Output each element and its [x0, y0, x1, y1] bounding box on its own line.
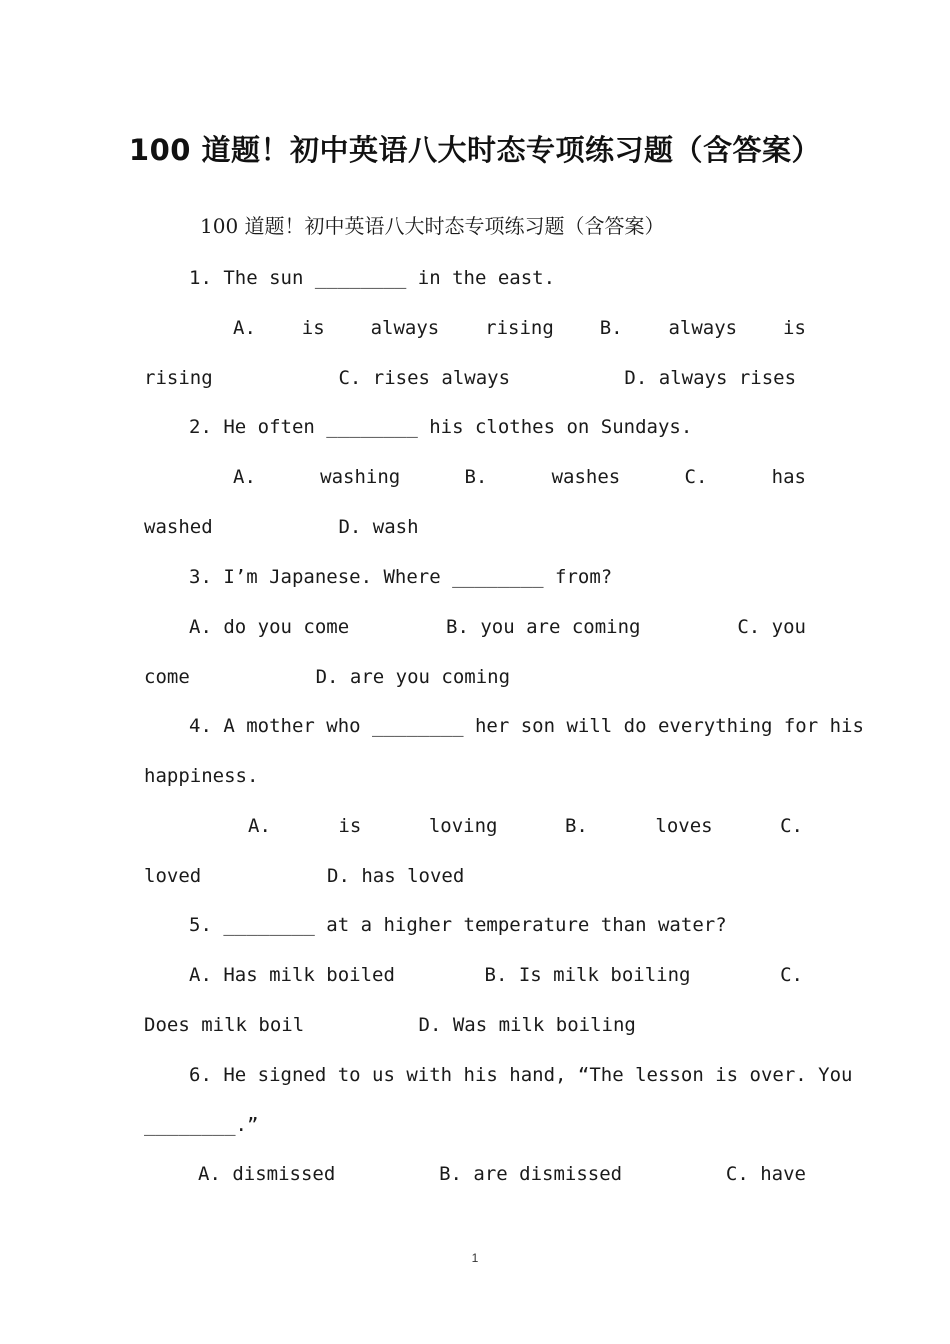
option-token: has [771, 466, 806, 488]
option-token: B. you are coming [446, 616, 641, 638]
option-token: C. you [737, 616, 806, 638]
question-3-options-line [189, 615, 806, 639]
option-token: loving [428, 815, 498, 837]
option-token: always [668, 317, 738, 339]
option-token: loves [655, 815, 713, 837]
question-5-stem: 5. ________ at a higher temperature than water? [189, 914, 727, 936]
option-token: C. [780, 815, 803, 837]
option-token: A. [233, 317, 256, 339]
question-3-options-continued: come D. are you coming [144, 666, 511, 688]
question-5-options-line [189, 963, 803, 987]
question-4-stem: 4. A mother who ________ her son will do everything for his [189, 715, 864, 737]
option-token: washes [551, 466, 621, 488]
page-number: 1 [471, 1251, 479, 1265]
option-token: B. [464, 466, 488, 488]
question-2-options-continued: washed D. wash [144, 516, 419, 538]
option-token: is [783, 317, 806, 339]
option-token: is [301, 317, 325, 339]
question-1-options-line [233, 316, 806, 340]
question-6-options-line [198, 1162, 806, 1186]
option-token: C. [684, 466, 708, 488]
option-token: B. [599, 317, 623, 339]
question-2-options-line [233, 465, 806, 489]
option-token: A. [233, 466, 256, 488]
option-token: always [370, 317, 440, 339]
option-token: A. do you come [189, 616, 350, 638]
question-4-options-line [248, 814, 803, 838]
subtitle: 100 道题！初中英语八大时态专项练习题（含答案） [200, 214, 665, 238]
question-4-options-continued: loved D. has loved [144, 865, 465, 887]
option-token: is [338, 815, 362, 837]
question-6-stem-continued: ________.” [144, 1114, 259, 1136]
question-5-options-continued: Does milk boil D. Was milk boiling [144, 1014, 636, 1036]
option-token: C. [780, 964, 803, 986]
page-title: 100 道题！初中英语八大时态专项练习题（含答案） [128, 133, 822, 167]
option-token: A. Has milk boiled [189, 964, 395, 986]
question-2-stem: 2. He often ________ his clothes on Sundays. [189, 416, 693, 438]
question-6-stem: 6. He signed to us with his hand, “The lesson is over. You [189, 1064, 853, 1086]
question-4-stem-continued: happiness. [144, 765, 259, 787]
option-token: B. are dismissed [439, 1163, 623, 1185]
question-1-options-continued: rising C. rises always D. always rises [144, 367, 797, 389]
option-token: A. dismissed [198, 1163, 336, 1185]
option-token: B. [564, 815, 588, 837]
question-3-stem: 3. I’m Japanese. Where ________ from? [189, 566, 613, 588]
option-token: C. have [725, 1163, 806, 1185]
option-token: washing [320, 466, 401, 488]
option-token: rising [485, 317, 554, 339]
option-token: A. [248, 815, 271, 837]
option-token: B. Is milk boiling [484, 964, 691, 986]
question-1-stem: 1. The sun ________ in the east. [189, 267, 556, 289]
